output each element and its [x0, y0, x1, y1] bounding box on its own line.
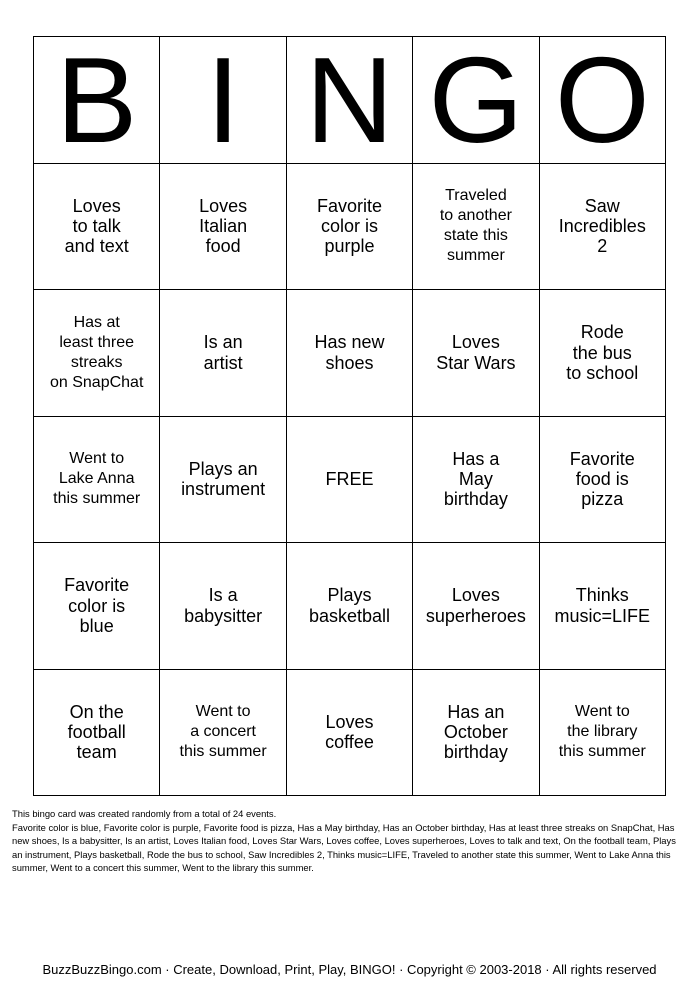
cell-text: Has at least three streaks on SnapChat [49, 313, 144, 391]
cell-text: Loves coffee [325, 711, 374, 753]
cell-text: Favorite food is pizza [569, 448, 635, 510]
header-cell-n [287, 37, 413, 164]
bingo-cell [160, 290, 286, 417]
bingo-cell [160, 417, 286, 544]
bingo-cell [34, 290, 160, 417]
card-note [12, 807, 688, 875]
cell-text: Loves superheroes [425, 585, 526, 626]
bingo-cell [160, 670, 286, 797]
header-letter: I [206, 37, 241, 164]
bingo-cell [540, 670, 666, 797]
cell-text: Favorite color is blue [64, 575, 130, 636]
header-letter: N [305, 37, 394, 164]
cell-text: Is a babysitter [184, 585, 263, 626]
bingo-cell [540, 164, 666, 291]
cell-text: Has an October birthday [443, 701, 508, 763]
bingo-cell [34, 543, 160, 670]
bingo-cell [413, 417, 539, 544]
header-cell-i [160, 37, 286, 164]
bingo-cell [34, 670, 160, 797]
bingo-cell [160, 164, 286, 291]
bingo-cell [413, 164, 539, 291]
header-letter: B [56, 37, 138, 164]
header-letter: O [554, 37, 650, 164]
cell-text: Saw Incredibles 2 [558, 195, 646, 257]
bingo-cell [540, 417, 666, 544]
cell-text: Plays an instrument [181, 458, 266, 500]
header-cell-g [413, 37, 539, 164]
cell-text: On the football team [67, 701, 126, 763]
bingo-cell [413, 670, 539, 797]
cell-text: Thinks music=LIFE [554, 585, 651, 626]
cell-text: Rode the bus to school [566, 322, 639, 383]
bingo-cell [287, 543, 413, 670]
bingo-cell [160, 543, 286, 670]
header-cell-o [540, 37, 666, 164]
bingo-cell [540, 543, 666, 670]
note-events: Favorite color is blue, Favorite color is purple, Favorite food is pizza, Has a May birthday, Has an October birthday, Has at least three streaks on SnapChat, Has new shoes, Is a babysitter, Is an artist, Loves Italian food, Loves Star Wars, Loves coffee, Loves superheroes, Loves to talk and text, On the football team, Plays an instrument, Plays basketball, Rode the bus to school, Saw Incredibles 2, Thinks music=LIFE, Traveled to another state this summer, Went to Lake Anna this summer, Went to a concert this summer, Went to the library this summer. [12, 821, 676, 873]
cell-text: Loves Italian food [199, 195, 248, 257]
cell-text: Favorite color is purple [316, 195, 382, 257]
bingo-cell [413, 290, 539, 417]
bingo-cell [34, 164, 160, 291]
bingo-cell [413, 543, 539, 670]
cell-text: Went to a concert this summer [179, 703, 267, 761]
note-intro: This bingo card was created randomly from a total of 24 events. [12, 808, 277, 819]
bingo-cell [34, 417, 160, 544]
cell-text: Went to the library this summer [558, 703, 646, 761]
bingo-cell [540, 290, 666, 417]
cell-text: Went to Lake Anna this summer [53, 450, 141, 508]
bingo-cell [287, 164, 413, 291]
cell-text: Has new shoes [314, 332, 385, 373]
cell-text: Has a May birthday [443, 448, 508, 510]
cell-text: Plays basketball [308, 585, 391, 626]
cell-text: Loves to talk and text [64, 195, 129, 257]
cell-text: FREE [325, 469, 374, 490]
header-cell-b [34, 37, 160, 164]
free-cell [287, 417, 413, 544]
cell-text: Traveled to another state this summer [439, 187, 512, 265]
bingo-cell [287, 290, 413, 417]
cell-text: Loves Star Wars [436, 332, 516, 373]
footer-text: BuzzBuzzBingo.com · Create, Download, Print, Play, BINGO! · Copyright © 2003-2018 · All rights reserved [42, 962, 657, 977]
header-letter: G [428, 37, 524, 164]
cell-text: Is an artist [203, 332, 243, 373]
bingo-cell [287, 670, 413, 797]
bingo-card [33, 36, 666, 796]
